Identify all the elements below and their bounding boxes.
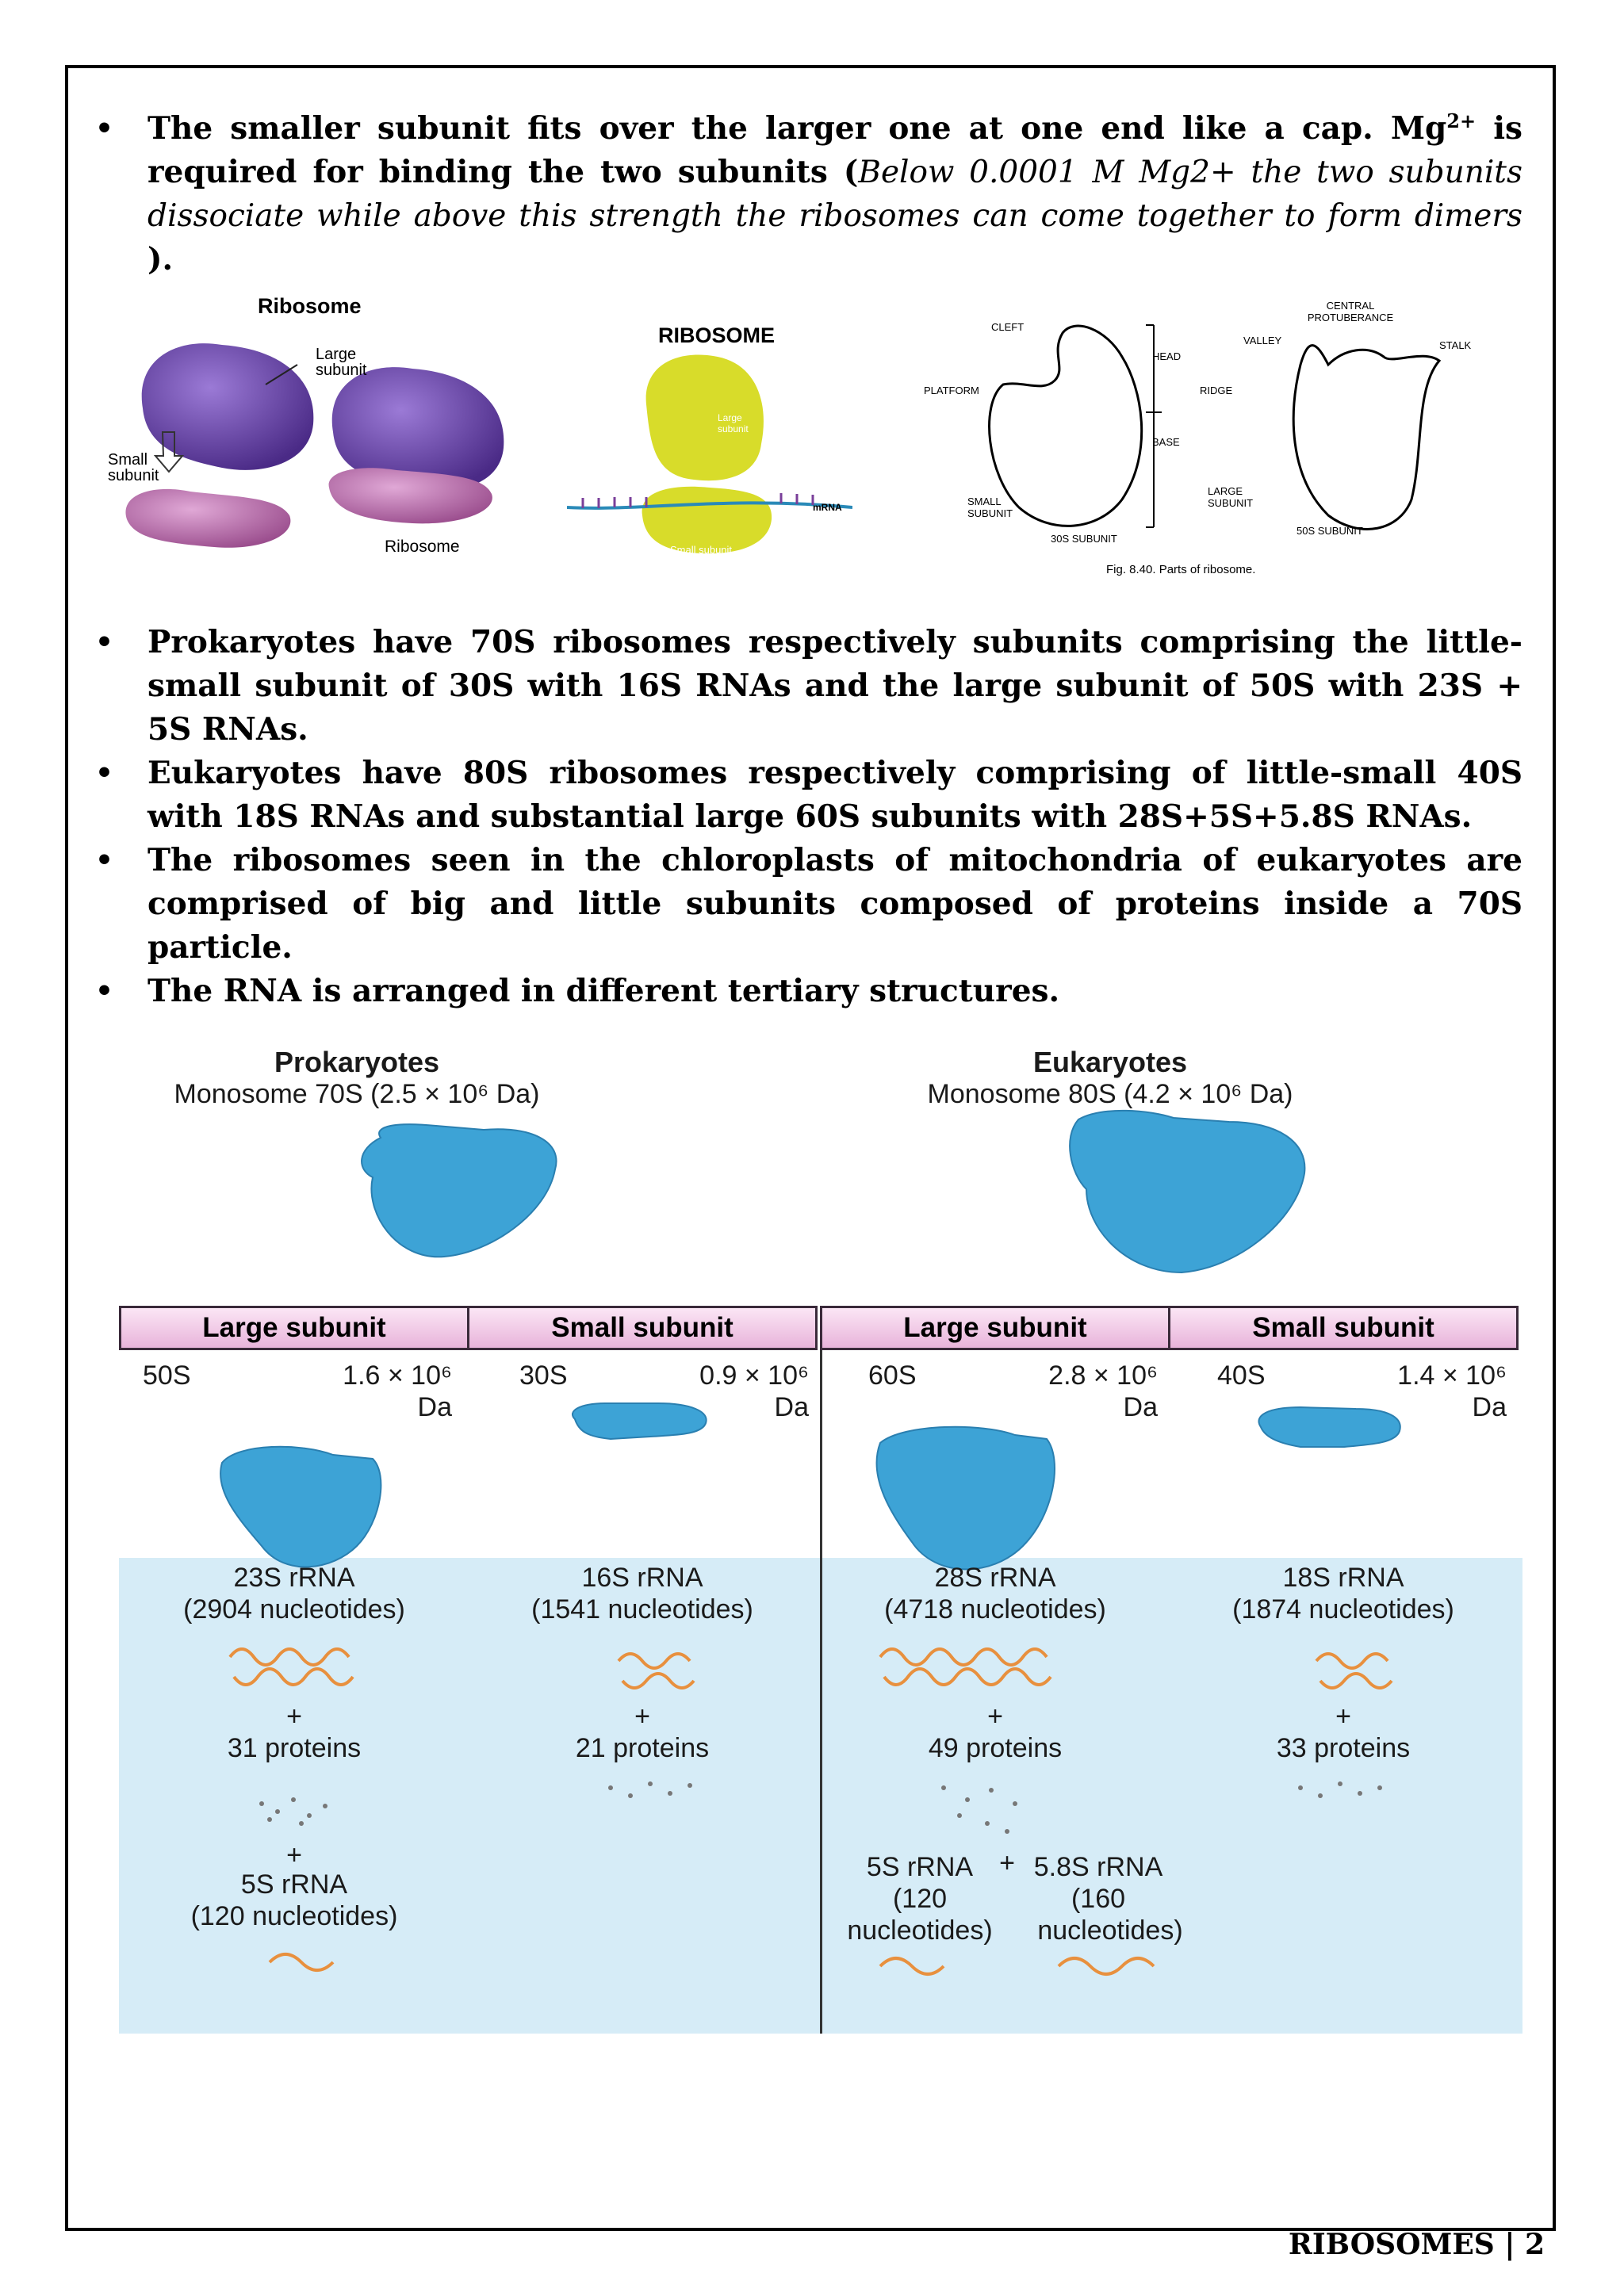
prokaryotes-monosome: Monosome 70S (2.5 × 10⁶ Da): [174, 1079, 540, 1109]
label-30s-subunit: 30S SUBUNIT: [1051, 533, 1117, 545]
label-large-subunit: LARGE SUBUNIT: [1208, 485, 1254, 509]
mass-value: 2.8 × 10⁶: [1048, 1360, 1158, 1391]
rrna-label: 16S rRNA: [581, 1563, 703, 1593]
nucleotide-count: (4718 nucleotides): [884, 1594, 1106, 1624]
sedimentation-value: 60S: [868, 1360, 917, 1391]
label-cleft: CLEFT: [991, 321, 1025, 333]
protein-count: 21 proteins: [575, 1733, 710, 1763]
eukaryotes-title: Eukaryotes: [1032, 1046, 1188, 1078]
figure-title: Ribosome: [258, 294, 362, 318]
label-base: BASE: [1152, 436, 1180, 448]
nucleotide-count: nucleotides): [1037, 1915, 1183, 1946]
label-large-subunit: Large subunit: [718, 412, 749, 434]
plus-sign: +: [987, 1701, 1003, 1732]
protein-count: 49 proteins: [928, 1733, 1063, 1763]
rrna-label: 18S rRNA: [1282, 1563, 1404, 1593]
plus-sign: +: [999, 1848, 1015, 1878]
label-head: HEAD: [1152, 350, 1182, 362]
rrna-label: 5S rRNA: [240, 1869, 348, 1900]
ribosome-figure-1: [103, 289, 531, 563]
label-mrna: mRNA: [813, 502, 842, 513]
protein-count: 31 proteins: [227, 1733, 362, 1763]
label-central-protuberance: CENTRAL PROTUBERANCE: [1307, 300, 1394, 323]
prokaryotes-title: Prokaryotes: [274, 1046, 440, 1078]
rrna-label: 23S rRNA: [233, 1563, 355, 1593]
mass-value: 1.6 × 10⁶: [343, 1360, 452, 1391]
column-header-large-subunit: Large subunit: [820, 1306, 1170, 1350]
yellow-ribosome-illustration: [567, 317, 852, 567]
nucleotide-count: (1874 nucleotides): [1232, 1594, 1454, 1624]
protein-count: 33 proteins: [1276, 1733, 1411, 1763]
label-large-subunit: Large subunit: [316, 346, 367, 379]
label-ridge: RIDGE: [1200, 385, 1233, 396]
mass-unit: Da: [1472, 1392, 1507, 1422]
label-stalk: STALK: [1439, 339, 1472, 351]
column-header-small-subunit: Small subunit: [467, 1306, 818, 1350]
mass-unit: Da: [774, 1392, 809, 1422]
column-header-small-subunit: Small subunit: [1168, 1306, 1519, 1350]
nucleotide-count: (2904 nucleotides): [183, 1594, 405, 1624]
label-small-subunit: SMALL SUBUNIT: [967, 496, 1013, 519]
bullet-item: • Eukaryotes have 80S ribosomes respectively comprising of little-small 40S with 18S RNAs and substantial large 60S subunits with 28S+5S+5.8S RNAs.: [95, 752, 1522, 839]
nucleotide-count: nucleotides): [847, 1915, 993, 1946]
ribosome-parts-figure: [916, 293, 1487, 579]
eukaryotes-monosome: Monosome 80S (4.2 × 10⁶ Da): [927, 1079, 1293, 1109]
plus-sign: +: [1335, 1701, 1351, 1732]
rrna-label: 28S rRNA: [934, 1563, 1056, 1593]
label-small-subunit: Small subunit: [108, 451, 159, 484]
rrna-label: 5.8S rRNA: [1033, 1852, 1163, 1882]
label-valley: VALLEY: [1243, 335, 1282, 346]
nucleotide-count: (120 nucleotides): [190, 1901, 398, 1931]
sedimentation-value: 50S: [143, 1360, 191, 1391]
mass-value: 1.4 × 10⁶: [1397, 1360, 1507, 1391]
column-header-large-subunit: Large subunit: [119, 1306, 469, 1350]
mass-value: 0.9 × 10⁶: [699, 1360, 809, 1391]
rrna-label: 5S rRNA: [866, 1852, 974, 1882]
figure-caption: Fig. 8.40. Parts of ribosome.: [1106, 563, 1256, 576]
nucleotide-count: (120: [892, 1884, 948, 1914]
mass-unit: Da: [417, 1392, 452, 1422]
mass-unit: Da: [1123, 1392, 1158, 1422]
label-ribosome: Ribosome: [385, 538, 460, 556]
bullet-item: • The smaller subunit fits over the larger one at one end like a cap. $Mg^{2+}$ is required for binding the two subunits (Below 0.0001 M Mg2+ the two subunits dissociate while above this strength the ribosomes can come together to form dimers ).: [95, 107, 1522, 281]
purple-ribosome-illustration: [103, 289, 531, 563]
bullet-list-middle: [95, 621, 1522, 1013]
plus-sign: +: [634, 1701, 650, 1732]
sedimentation-value: 30S: [519, 1360, 568, 1391]
plus-sign: +: [286, 1840, 302, 1870]
nucleotide-count: (1541 nucleotides): [531, 1594, 753, 1624]
label-small-subunit: Small subunit: [670, 544, 733, 556]
page-footer: RIBOSOMES | 2: [1288, 2228, 1545, 2261]
plus-sign: +: [286, 1701, 302, 1732]
sedimentation-value: 40S: [1217, 1360, 1266, 1391]
label-platform: PLATFORM: [924, 385, 979, 396]
bullet-item: • Prokaryotes have 70S ribosomes respectively subunits comprising the little-small subunit of 30S with 16S RNAs and the large subunit of 50S with 23S + 5S RNAs.: [95, 621, 1522, 752]
ribosome-figure-2: [567, 317, 852, 567]
ribosome-composition-diagram: [119, 1031, 1522, 2045]
nucleotide-count: (160: [1071, 1884, 1126, 1914]
bullet-item: • The ribosomes seen in the chloroplasts of mitochondria of eukaryotes are comprised of big and little subunits composed of proteins inside a 70S particle.: [95, 839, 1522, 970]
figure-title: RIBOSOME: [658, 323, 776, 347]
bullet-list-top: [95, 107, 1522, 281]
bullet-item: • The RNA is arranged in different tertiary structures.: [95, 970, 1522, 1013]
label-50s-subunit: 50S SUBUNIT: [1297, 525, 1363, 537]
